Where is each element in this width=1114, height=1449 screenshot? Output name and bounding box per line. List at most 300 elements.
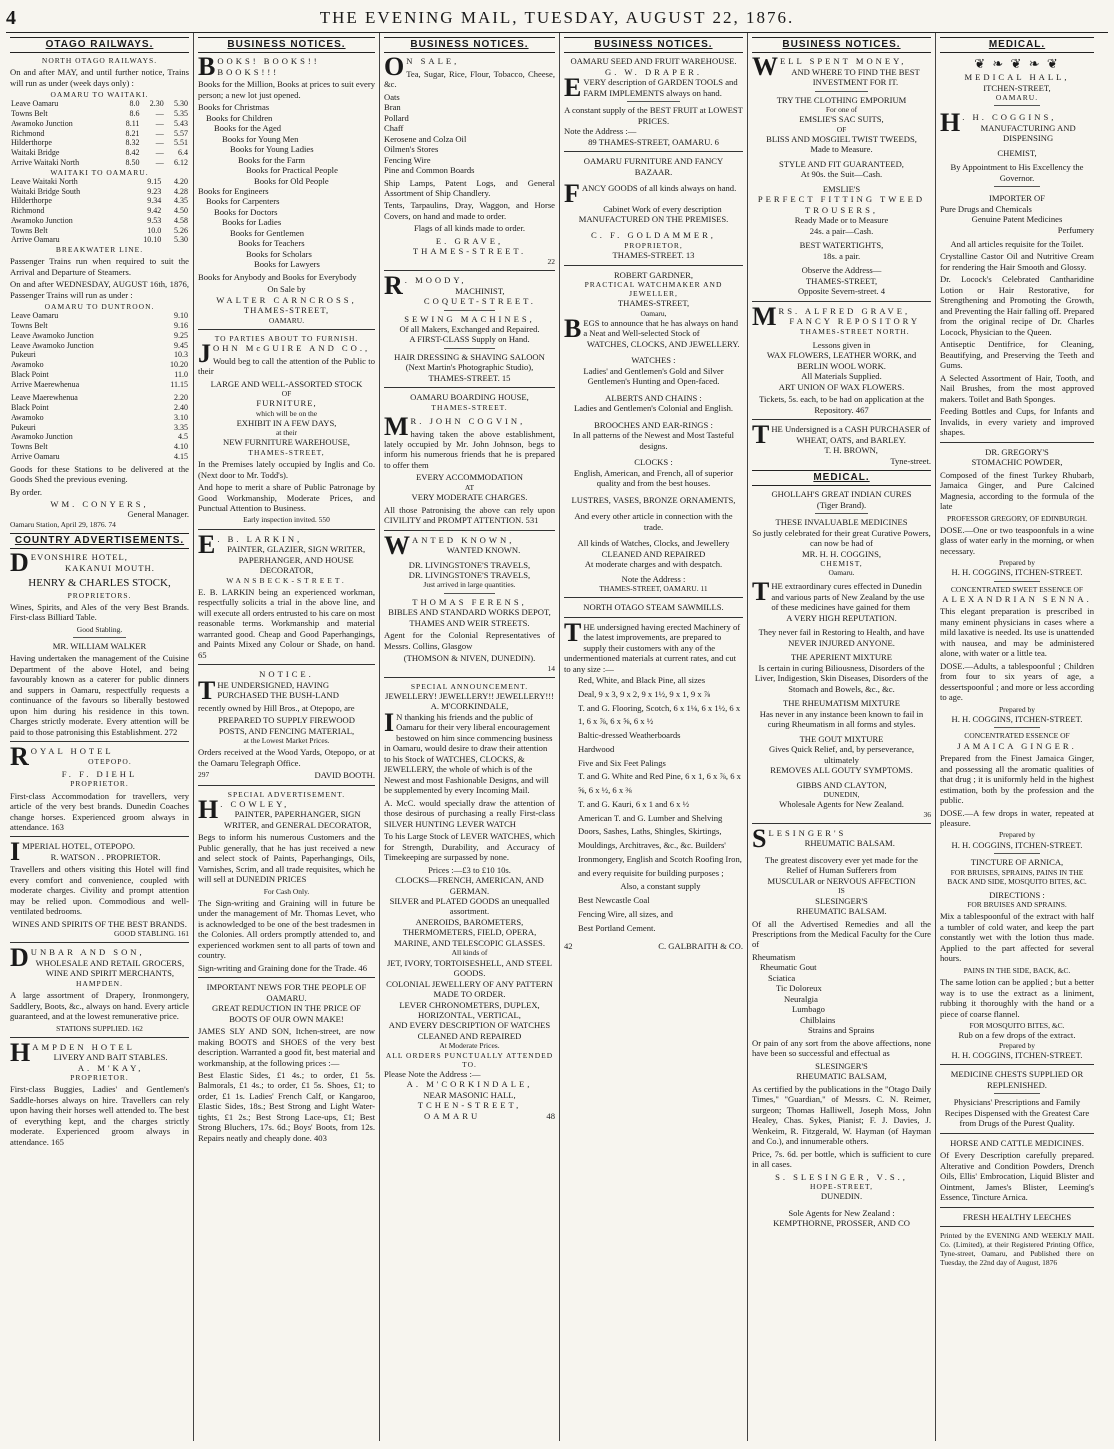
drop-cap: F	[564, 179, 580, 209]
text: AT	[464, 482, 475, 492]
timetable-cell: 4.35	[174, 196, 188, 206]
text: In all patterns of the Newest and Most Tasteful designs.	[572, 430, 735, 451]
text: HENRY & CHARLES STOCK,	[28, 577, 171, 590]
text: THOMAS FERENS,	[412, 596, 527, 607]
text: The greatest discovery ever yet made for the	[765, 854, 918, 865]
drop-cap: D	[10, 548, 29, 578]
text: Best Newcastle Coal	[578, 895, 650, 906]
list-item: Rheumatic Gout	[760, 962, 817, 973]
text: recently owned by Hill Bros., at Otepopo, are	[198, 702, 355, 713]
text: Also, a constant supply	[620, 881, 701, 892]
text: MACHINIST,	[455, 285, 505, 296]
text: Prepared by	[998, 704, 1036, 714]
text: THAMES-STREET NORTH.	[799, 326, 910, 336]
table-title: OAMARU TO WAITAKI.	[50, 90, 149, 100]
timetable-cell: 4.58	[174, 215, 188, 225]
text: PROPRIETORS.	[67, 590, 132, 600]
table-title: WAITAKI TO OAMARU.	[50, 167, 149, 177]
text: Oamaru.	[828, 568, 855, 578]
text: THE GOUT MIXTURE	[799, 733, 884, 744]
text: A. McC. would specially draw the attention of those desirous of purchasing a really First-class SILVER HUNTING LEVER WATCH	[384, 797, 555, 829]
text: Sole Agents for New Zealand :	[788, 1207, 895, 1218]
text: And all articles requisite for the Toilet.	[950, 239, 1084, 249]
timetable-cell: Arrive Oamaru	[11, 235, 60, 245]
drop-cap: T	[564, 617, 582, 647]
text: BAZAAR.	[634, 166, 673, 177]
text: WHEAT, OATS, and BARLEY.	[796, 434, 906, 445]
text: Goods for these Stations to be delivered at the Goods Shed the previous evening.	[10, 463, 189, 485]
drop-cap: T	[198, 675, 216, 705]
text: GHOLLAH'S GREAT INDIAN CURES	[771, 489, 912, 500]
text: MANUFACTURED ON THE PREMISES.	[578, 214, 729, 224]
text: C. F. GOLDAMMER,	[591, 230, 716, 241]
list-item: Books for Children	[206, 112, 273, 123]
timetable-row	[10, 158, 189, 168]
timetable-row	[10, 370, 189, 380]
text: Mix a tablespoonful of the extract with half a tumbler of cold water, and keep the part constantly wet with the lotion thus made. Applied to the part affected for several hours.	[940, 911, 1094, 964]
text: THAMES-STREET,	[248, 447, 325, 457]
text: Good Stabling.	[76, 624, 123, 634]
text: And hope to merit a share of Public Patronage by Good Workmanship, Moderate Prices, and Punctual Attention to Business.	[198, 482, 375, 513]
list-item: Strains and Sprains	[808, 1025, 875, 1036]
text: Rub on a few drops of the extract.	[958, 1030, 1076, 1041]
text: Flags of all kinds made to order.	[414, 223, 525, 234]
text: DAVID BOOTH.	[314, 770, 375, 781]
text: 24s. a pair—Cash.	[809, 225, 874, 236]
text: NORTH OTAGO STEAM SAWMILLS.	[583, 602, 724, 613]
text: Feeding Bottles and Cups, for Infants and Invalids, in every variety and improved shapes.	[940, 406, 1094, 438]
section-head: MEDICAL.	[752, 470, 931, 486]
text: Five and Six Feet Palings	[578, 757, 666, 768]
text: Orders received at the Wood Yards, Otepopo, or at the Oamaru Telegraph Office.	[198, 747, 375, 768]
text: NEVER INJURED ANYONE.	[788, 637, 895, 648]
text: (Tiger Brand).	[816, 499, 867, 510]
text: CLOCKS—FRENCH, AMERICAN, AND GERMAN.	[395, 875, 544, 896]
drop-cap: R	[10, 742, 29, 772]
text: PROPRIETOR.	[70, 1073, 129, 1083]
drop-cap: E	[198, 529, 216, 559]
list-item: Books for Teachers	[238, 238, 305, 249]
timetable-row	[10, 129, 189, 139]
subhead: NORTH OTAGO RAILWAYS.	[41, 56, 158, 66]
timetable-1	[10, 99, 189, 167]
text: RHEUMATIC BALSAM.	[796, 906, 887, 917]
text: PAINS IN THE SIDE, BACK, &C.	[963, 965, 1071, 975]
drop-cap: J	[198, 339, 211, 369]
text: at the Lowest Market Prices.	[243, 735, 330, 745]
timetable-cell: 11.0	[174, 369, 188, 379]
timetable-cell: Towns Belt	[11, 321, 48, 331]
text: The Sign-writing and Graining will in future be under the management of Mr. Thomas Levet, who is acknowledged to be one of the best tradesmen in the Colonies. All orders promptly attended to, and experienced workmen sent to all parts of town and country.	[198, 897, 375, 961]
text: FANCY REPOSITORY	[789, 316, 921, 327]
text: Baltic-dressed Weatherboards	[578, 730, 681, 741]
timetable-cell: Leave Awamoko Junction	[11, 330, 94, 340]
text: DOSE.—Adults, a tablespoonful ; Children from four to six years of age, a dessertspoonful ; and more or less according to age.	[940, 660, 1094, 703]
timetable-cell: 5.30	[174, 99, 188, 109]
text: All kinds of Watches, Clocks, and Jewellery CLEANED AND REPAIRED	[577, 538, 730, 559]
text: CONCENTRATED ESSENCE OF	[964, 731, 1070, 741]
timetable-cell: 4.5	[178, 432, 188, 442]
text: Made to Measure.	[810, 144, 873, 155]
text: WINES AND SPIRITS OF THE BEST BRANDS.	[12, 918, 187, 929]
drop-cap: R	[384, 271, 403, 301]
timetable-cell: 10.10	[143, 235, 162, 245]
text: At moderate charges and with despatch.	[584, 559, 723, 570]
text: Oamaru Station, April 29, 1876. 74	[10, 519, 116, 529]
text: MEDICAL HALL,	[964, 72, 1070, 83]
printer-imprint: Printed by the EVENING AND WEEKLY MAIL Co. (Limited), at their Registered Printing Office, Tyne-street, Oamaru, and Published there on Tuesday, the 22nd day of August, 1876	[940, 1231, 1094, 1268]
text: OAMARU	[424, 1110, 481, 1121]
text: DUNEDIN.	[820, 1191, 863, 1202]
text: 14	[547, 663, 555, 673]
timetable-cell: Richmond	[11, 206, 45, 216]
text: POSTS, AND FENCING MATERIAL,	[218, 725, 355, 736]
text: EMSLIE'S	[822, 183, 861, 194]
timetable-cell: 8.0	[129, 99, 140, 109]
text: Tickets, 5s. each, to be had on application at the Repository. 467	[759, 394, 924, 415]
text: Crystalline Castor Oil and Nutritive Cream for rendering the Hair Smooth and Glossy.	[940, 251, 1094, 272]
text: Prepared by	[998, 1040, 1036, 1050]
timetable-row	[10, 177, 189, 187]
text: For Cash Only.	[263, 886, 310, 896]
text: Books for Anybody and Books for Everybody	[198, 271, 357, 282]
text: THAMES AND WEIR STREETS.	[409, 617, 530, 628]
text: A VERY HIGH REPUTATION.	[786, 612, 897, 623]
timetable-row	[10, 148, 189, 158]
timetable-cell: 9.45	[174, 340, 188, 350]
timetable-row	[10, 331, 189, 341]
text: JAMES SLY AND SON, Itchen-street, are now making BOOTS and SHOES of the very best description. Warranted a good fit, best material and workmanship, at the following prices :—	[198, 1026, 375, 1068]
drop-cap: S	[752, 823, 767, 853]
text: On and after WEDNESDAY, AUGUST 16th, 1876, Passenger Trains will run as under :	[10, 279, 189, 300]
text: GOOD STABLING. 161	[113, 929, 189, 939]
drop-cap: D	[10, 943, 29, 973]
text: They never fail in Restoring to Health, and have	[758, 627, 925, 638]
text: JET, IVORY, TORTOISESHELL, AND STEEL GOODS.	[386, 957, 553, 979]
page-number: 4	[6, 6, 16, 29]
timetable-cell: Awamoko	[11, 360, 44, 370]
text: By Appointment to His Excellency the	[950, 162, 1084, 173]
timetable-cell: 6.12	[174, 157, 188, 167]
timetable-cell: 2.20	[174, 393, 188, 403]
timetable-cell: 4.20	[174, 176, 188, 186]
text: GREAT REDUCTION IN THE PRICE OF BOOTS OF OUR OWN MAKE!	[212, 1003, 361, 1024]
text: ART UNION OF WAX FLOWERS.	[778, 381, 905, 392]
timetable-row	[10, 442, 189, 452]
text: THAMES-STREET,	[617, 298, 690, 309]
text: TINCTURE OF ARNICA,	[970, 857, 1064, 868]
timetable-row	[10, 235, 189, 245]
section-head: BUSINESS NOTICES.	[564, 37, 743, 53]
text: STYLE AND FIT GUARANTEED,	[779, 158, 904, 169]
text: OF	[836, 124, 847, 134]
list-item: Oats	[384, 91, 400, 102]
text: Hardwood	[578, 743, 615, 754]
drop-cap: M	[384, 412, 409, 442]
text: ALBERTS AND CHAINS :	[605, 392, 702, 403]
list-item: Books for Christmas	[198, 102, 270, 113]
timetable-2	[10, 177, 189, 245]
timetable-row	[10, 99, 189, 109]
list-item: Books for Lawyers	[254, 259, 320, 270]
timetable-cell: 9.34	[147, 196, 162, 206]
timetable-row	[10, 403, 189, 413]
text: WANSBECK-STREET.	[226, 575, 347, 585]
list-item: Books for Young Ladies	[230, 144, 314, 155]
text: LIVERY AND BAIT STABLES.	[53, 1052, 168, 1063]
text: STATIONS SUPPLIED. 162	[56, 1023, 143, 1033]
text: PREPARED TO SUPPLY FIREWOOD	[218, 715, 355, 726]
text: OAMARU.	[995, 93, 1039, 103]
drop-cap: T	[752, 420, 770, 450]
timetable-row	[10, 226, 189, 236]
sale-items	[384, 92, 555, 176]
text: By order.	[10, 486, 42, 497]
timetable-cell: Awamoko Junction	[11, 118, 73, 128]
text: PROPRIETOR.	[70, 779, 129, 789]
text: REMOVES ALL GOUTY SYMPTOMS.	[770, 765, 913, 776]
drop-cap: I	[10, 837, 21, 867]
timetable-row	[10, 380, 189, 390]
text: Note the Address :—	[564, 126, 637, 137]
text: MUSCULAR or NERVOUS AFFECTION	[767, 875, 916, 886]
text: Governor.	[999, 172, 1035, 183]
text: Wholesale Agents for New Zealand.	[779, 799, 904, 810]
text: Prepared by	[998, 830, 1036, 840]
timetable-cell: Towns Belt	[11, 442, 48, 452]
drop-cap: T	[752, 577, 770, 607]
list-item: Books for Doctors	[214, 206, 278, 217]
text: H. H. COGGINS, ITCHEN-STREET.	[951, 567, 1083, 578]
text: Wines, Spirits, and Ales of the very Best Brands. First-class Billiard Table.	[10, 601, 189, 623]
list-item: Pollard	[384, 112, 409, 123]
timetable-row	[10, 196, 189, 206]
text: MANUFACTURING AND DISPENSING	[980, 122, 1076, 144]
columns	[6, 33, 1108, 1441]
timetable-cell: 9.15	[147, 176, 162, 186]
table-title: OAMARU TO DUNTROON.	[44, 302, 155, 312]
timetable-cell: Pukeuri	[11, 350, 36, 360]
timetable-cell: 4.15	[174, 451, 188, 461]
text: FOR BRUISES AND SPRAINS.	[967, 900, 1067, 910]
text: DIRECTIONS :	[989, 889, 1045, 900]
timetable-cell: Richmond	[11, 128, 45, 138]
timetable-cell: 6.4	[178, 148, 188, 158]
list-item: Oilmen's Stores	[384, 144, 439, 155]
text: Opposite Severn-street. 4	[797, 286, 886, 297]
timetable-cell: 8.32	[125, 138, 140, 148]
decorative-ornament: ❦ ❧ ❦ ❧ ❦	[974, 56, 1060, 72]
timetable-row	[10, 350, 189, 360]
list-item: Books for Carpenters	[206, 196, 280, 207]
text: which will be on the	[255, 408, 318, 418]
text: PAINTER, PAPERHANGER, SIGN WRITER, and GENERAL DECORATOR,	[223, 809, 372, 830]
text: At Moderate Prices.	[439, 1041, 500, 1051]
text: PAINTER, GLAZIER, SIGN WRITER, PAPERHANGER, AND HOUSE DECORATOR,	[227, 544, 366, 576]
column-business-2: BUSINESS NOTICES. O N SALE, Tea, Sugar, Rice, Flour, Tobacco, Cheese, &c. Oats Bran Pollard Chaff Kerosene and Colza Oil Oilmen's Stores Fencing Wire Pine and Common Boards Ship Lamps, Patent Logs, and General Assortment of Ship Chandlery. Tents, Tarpaulins, Dray, Waggon, and Horse Covers, on hand and made to order. Flags of all kinds made to order. E. GRAVE, THAMES-STREET. 22 R . MOODY, MACHINIST, COQUET-STREET. SEWING MACHINES, Of all Makers, Exchanged and Repaired. A FIRST-CLASS Supply on Hand. HAIR DRESSING & SHAVING SALOON (Next Martin's Photographic Studio), THAMES-STREET. 15 OAMARU BOARDING HOUSE, THAMES-STREET. M R. JOHN COGVIN, having taken the above establishment, lately occupied by Mr. John Johnson, begs to inform his numerous friends that he is prepared to offer them EVERY ACCOMMODATION AT VERY MODERATE CHARGES. All those Patronising the above can rely upon CIVILITY and PROMPT ATTENTION. 531 WANTED KNOWN, WANTED KNOWN. DR. LIVINGSTONE'S TRAVELS, DR. LIVINGSTONE'S TRAVELS, Just arrived in large quantities. THOMAS FERENS, BIBLES AND STANDARD WORKS DEPOT, THAMES AND WEIR STREETS. Agent for the Colonial Representatives of Messrs. Collins, Glasgow (THOMSON & NIVEN, DUNEDIN). 14 SPECIAL ANNOUNCEMENT. JEWELLERY! JEWELLERY!! JEWELLERY!!! A. M'CORKINDALE, I N thanking his friends and the public of Oamaru for their very liberal encouragement bestowed on him since commencing business in Oamaru, would desire to draw their attention to his Stock of WATCHES, CLOCKS, & JEWELLERY, the whole of which is of the Newest and most Fashionable Designs, and will be supplemented by every Incoming Mail. A. McC. would specially draw the attention of those desirous of purchasing a really First-class SILVER HUNTING LEVER WATCH To his Large Stock of LEVER WATCHES, which for Strength, Durability, and Accuracy of Timekeeping are surpassed by none. Prices :—£3 to £10 10s. CLOCKS—FRENCH, AMERICAN, AND GERMAN. SILVER and PLATED GOODS an unequalled assortment. ANEROIDS, BAROMETERS, THERMOMETERS, FIELD, OPERA, MARINE, AND TELESCOPIC GLASSES. All kinds of JET, IVORY, TORTOISESHELL, AND STEEL GOODS. COLONIAL JEWELLERY OF ANY PATTERN MADE TO ORDER. LEVER CHRONOMETERS, DUPLEX, HORIZONTAL, VERTICAL, AND EVERY DESCRIPTION OF WATCHES CLEANED AND REPAIRED At Moderate Prices. ALL ORDERS PUNCTUALLY ATTENDED TO. Please Note the Address :— A. M'CORKINDALE, NEAR MASONIC HALL, TCHEN-STREET, OAMARU 48	[380, 33, 560, 1441]
text: First-class Buggies, Ladies' and Gentlemen's Saddle-horses always on hire. Travellers can rely upon having their horses well attended to. The best of everything kept, and the charges strictly moderate. Experienced groom always in attendance. 165	[10, 1084, 189, 1147]
text: Observe the Address—	[801, 265, 882, 276]
list-item: Chilblains	[800, 1014, 836, 1025]
text: at their	[275, 428, 298, 438]
text: Physicians' Prescriptions and Family Recipes Dispensed with the Greatest Care from Drugs of the Purest Quality.	[944, 1097, 1090, 1129]
text: All kinds of	[451, 948, 488, 958]
text: NOTICE.	[259, 669, 314, 680]
list-item: Tic Doloreux	[776, 983, 822, 994]
timetable-cell: Awamoko Junction	[11, 432, 73, 442]
drop-cap: W	[752, 52, 778, 82]
text: Price, 7s. 6d. per bottle, which is sufficient to cure in all cases.	[752, 1148, 931, 1170]
text: COQUET-STREET.	[423, 296, 536, 307]
text: E. GRAVE,	[435, 235, 504, 246]
timetable-cell: —	[155, 148, 164, 158]
text: BEST WATERTIGHTS,	[799, 240, 884, 251]
text: Is certain in curing Biliousness, Disorders of the Liver, Indigestion, Skin Diseases, Disorders of the Stomach and Bowels, &c., &c.	[754, 662, 929, 694]
timetable-cell: Towns Belt	[11, 225, 48, 235]
timetable-cell: 5.57	[174, 128, 188, 138]
text: T. and G. Flooring, Scotch, 6 x 1⅛, 6 x 1½, 6 x 1, 6 x ⅞, 6 x ⅝, 6 x ½	[578, 702, 741, 727]
timetable-cell: 4.28	[174, 186, 188, 196]
drop-cap: E	[564, 73, 582, 103]
text: NEAR MASONIC HALL,	[423, 1089, 516, 1100]
text: ITCHEN-STREET,	[983, 82, 1051, 93]
text: JAMAICA GINGER.	[957, 740, 1077, 751]
list-item: Books for Ladies	[222, 217, 282, 228]
text: THAMES-STREET,	[805, 275, 878, 286]
drop-cap: M	[752, 301, 777, 331]
text: At 90s. the Suit—Cash.	[800, 169, 883, 180]
timetable-row	[10, 423, 189, 433]
timetable-row	[10, 109, 189, 119]
list-item: Books for Scholars	[246, 248, 312, 259]
text: WAX FLOWERS, LEATHER WORK, and BERLIN WOOL WORK.	[766, 350, 917, 371]
text: 22	[547, 256, 555, 266]
list-item: Bran	[384, 102, 401, 113]
text: DR. GREGORY'S	[985, 446, 1049, 457]
text: GIBBS AND CLAYTON,	[796, 779, 887, 790]
text: MEDICINE CHESTS SUPPLIED OR REPLENISHED.	[950, 1069, 1084, 1090]
text: FURNITURE,	[256, 398, 317, 409]
text: T. and G. White and Red Pine, 6 x 1, 6 x ⅞, 6 x ⅝, 6 x ½, 6 x ⅜	[578, 771, 741, 796]
drop-cap: H	[940, 108, 961, 138]
timetable-cell: 2.40	[174, 403, 188, 413]
drop-cap: H	[10, 1037, 31, 1067]
text: All those Patronising the above can rely upon CIVILITY and PROMPT ATTENTION. 531	[384, 504, 555, 526]
list-item: Chaff	[384, 123, 404, 134]
text: American T. and G. Lumber and Shelving	[578, 812, 723, 823]
text: Ladies' and Gentlemen's Gold and Silver Gentlemen's Hunting and Open-faced.	[583, 365, 724, 387]
timetable-cell: 8.21	[125, 128, 140, 138]
text: C. GALBRAITH & CO.	[658, 941, 743, 952]
section-head: BUSINESS NOTICES.	[384, 37, 555, 53]
text: DR. LIVINGSTONE'S TRAVELS,	[408, 559, 531, 570]
text: Sign-writing and Graining done for the Trade. 46	[198, 962, 367, 973]
list-item: Pine and Common Boards	[384, 165, 475, 176]
timetable-cell: 5.26	[174, 225, 188, 235]
text: Or pain of any sort from the above affections, none have been so successful and effectual as	[752, 1037, 931, 1059]
text: HORSE AND CATTLE MEDICINES.	[950, 1137, 1084, 1148]
text: For one of	[825, 105, 858, 115]
text: LARGE AND WELL-ASSORTED STOCK	[210, 378, 363, 389]
timetable-cell: Pukeuri	[11, 422, 36, 432]
timetable-cell: 9.53	[147, 215, 162, 225]
text: DUNEDIN,	[823, 790, 860, 800]
timetable-4	[10, 393, 189, 461]
text: BROOCHES AND EAR-RINGS :	[594, 419, 713, 430]
text: A large assortment of Drapery, Ironmongery, Saddlery, Boots, &c., always on hand. Every article guaranteed, and at the lowest remunerative price.	[10, 990, 189, 1022]
timetable-cell: Arrive Waitaki North	[11, 157, 80, 167]
timetable-cell: —	[155, 128, 164, 138]
text: Ladies and Gentlemen's Colonial and English.	[573, 403, 734, 414]
list-item: Books for Engineers	[198, 186, 269, 196]
timetable-cell: Awamoko	[11, 412, 44, 422]
text: (Next Martin's Photographic Studio),	[405, 362, 534, 373]
timetable-cell: Leave Oamaru	[11, 311, 59, 321]
timetable-cell: Leave Oamaru	[11, 99, 59, 109]
text: WATCHES, CLOCKS, AND JEWELLERY.	[586, 338, 740, 349]
masthead	[6, 4, 1108, 33]
text: This elegant preparation is prescribed in many eminent physicians in cases where a mild laxative is needed. Its use is unattended with nausea, and may be administered alone, with water or a little tea.	[940, 606, 1094, 659]
text: ANEROIDS, BAROMETERS, THERMOMETERS, FIELD, OPERA, MARINE, AND TELESCOPIC GLASSES.	[394, 916, 545, 948]
text: Agent for the Colonial Representatives of Messrs. Collins, Glasgow	[384, 630, 555, 651]
text: PRACTICAL WATCHMAKER AND JEWELLER,	[584, 280, 723, 299]
text: Composed of the finest Turkey Rhubarb, Jamaica Ginger, and Pure Calcined Magnesia, according to the formula of the late	[940, 469, 1094, 512]
text: Of all the Advertised Remedies and all the Prescriptions from the Medical Faculty for the Cure of	[752, 918, 931, 950]
column-medical: MEDICAL. ❦ ❧ ❦ ❧ ❦ MEDICAL HALL, ITCHEN-STREET, OAMARU. H . H. COGGINS, MANUFACTURING AND DISPENSING CHEMIST, By Appointment to His Excellency the Governor. IMPORTER OF Pure Drugs and Chemicals Genuine Patent Medicines Perfumery And all articles requisite for the Toilet. Crystalline Castor Oil and Nutritive Cream for rendering the Hair Smooth and Glossy. Dr. Locock's Celebrated Cantharidine Lotion or Hair Restorative, for Strengthening and Promoting the Growth, and Preventing the Hair falling off. Prepared from the original recipe of Dr. Charles Locock, Physician to the Queen. Antiseptic Dentifrice, for Cleaning, Beautifying, and Preserving the Teeth and Gums. A Selected Assortment of Hair, Tooth, and Nail Brushes, from the most approved makers. Toilet and Bath Sponges. Feeding Bottles and Cups, for Infants and Invalids, in every variety and improved shapes. DR. GREGORY'S STOMACHIC POWDER, Composed of the finest Turkey Rhubarb, Jamaica Ginger, and Pure Calcined Magnesia, according to the formula of the late PROFESSOR GREGORY, OF EDINBURGH. DOSE.—One or two teaspoonfuls in a wine glass of water early in the morning, or when necessary. Prepared by H. H. COGGINS, ITCHEN-STREET. CONCENTRATED SWEET ESSENCE OF ALEXANDRIAN SENNA. This elegant preparation is prescribed in many eminent physicians in cases where a mild laxative is needed. Its use is unattended with nausea, and may be administered alone, with water or a little tea. DOSE.—Adults, a tablespoonful ; Children from four to six years of age, a dessertspoonful ; and more or less according to age. Prepared by H. H. COGGINS, ITCHEN-STREET. CONCENTRATED ESSENCE OF JAMAICA GINGER. Prepared from the Finest Jamaica Ginger, and possessing all the aromatic qualities of that drug ; it is uniformly held in the highest estimation, both by the profession and the public. DOSE.—A few drops in water, repeated at pleasure. Prepared by H. H. COGGINS, ITCHEN-STREET. TINCTURE OF ARNICA, FOR BRUISES, SPRAINS, PAINS IN THE BACK AND SIDE, MOSQUITO BITES, &C. DIRECTIONS : FOR BRUISES AND SPRAINS. Mix a tablespoonful of the extract with half a tumbler of cold water, and keep the part constantly wet with the lotion thus made. Applied to the part affected for several hours. PAINS IN THE SIDE, BACK, &C. The same lotion can be applied ; but a better way is to use the extract as a liniment, rubbing it thoroughly with the hand or a piece of coarse flannel. FOR MOSQUITO BITES, &C. Rub on a few drops of the extract. Prepared by H. H. COGGINS, ITCHEN-STREET. MEDICINE CHESTS SUPPLIED OR REPLENISHED. Physicians' Prescriptions and Family Recipes Dispensed with the Greatest Care from Drugs of the Purest Quality. HORSE AND CATTLE MEDICINES. Of Every Description carefully prepared. Alterative and Condition Powders, Drench Oils, Ellis' Embrocation, Liquid Blister and Ointment, James's Blister, Leeming's Essence, Tincture Arnica. FRESH HEALTHY LEECHES Printed by the EVENING AND WEEKLY MAIL Co. (Limited), at their Registered Printing Office, Tyne-street, Oamaru, and Published there on Tuesday, the 22nd day of August, 1876	[940, 39, 1094, 1268]
text: Has never in any instance been known to fail in curing Rheumatism in all forms and styles.	[759, 708, 924, 730]
text: MR. WILLIAM WALKER	[52, 640, 147, 651]
list-item: Books for Old People	[254, 175, 329, 186]
text: Gives Quick Relief, and, by perseverance, ultimately	[768, 744, 915, 765]
timetable-row	[10, 187, 189, 197]
list-item: Books for Gentlemen	[230, 227, 304, 238]
text: H. H. COGGINS, ITCHEN-STREET.	[951, 1049, 1083, 1060]
text: (THOMSON & NIVEN, DUNEDIN).	[403, 653, 536, 664]
text: THAMES-STREET. 15	[428, 372, 511, 383]
text: On Sale by	[267, 284, 306, 295]
text: R. WATSON . . PROPRIETOR.	[50, 851, 161, 862]
text: DOSE.—A few drops in water, repeated at pleasure.	[940, 807, 1094, 828]
text: Travellers and others visiting this Hotel will find every comfort and convenience, coupled with moderate charges. Civility and prompt attention may be relied upon. Commodious and well-ventilated bedrooms.	[10, 864, 189, 917]
timetable-cell: 9.23	[147, 186, 162, 196]
timetable-cell: Leave Maerewhenua	[11, 393, 78, 403]
timetable-cell: Waitaki Bridge South	[11, 186, 81, 196]
list-item: Neuralgia	[784, 993, 818, 1004]
text: KAKANUI MOUTH.	[64, 562, 155, 573]
timetable-cell: 10.3	[174, 350, 188, 360]
timetable-cell: —	[155, 138, 164, 148]
text: A Selected Assortment of Hair, Tooth, and Nail Brushes, from the most approved makers. Toilet and Bath Sponges.	[940, 372, 1094, 404]
timetable-row	[10, 119, 189, 129]
timetable-row	[10, 393, 189, 403]
list-item: Fencing Wire	[384, 154, 431, 165]
timetable-cell: 2.30	[149, 99, 164, 109]
timetable-cell: Leave Waitaki North	[11, 176, 78, 186]
text: PROPRIETOR,	[624, 240, 683, 250]
timetable-cell: 10.20	[170, 360, 188, 370]
timetable-cell: Hilderthorpe	[11, 196, 52, 206]
text: WHOLESALE AND RETAIL GROCERS, WINE AND SPIRIT MERCHANTS,	[35, 957, 185, 979]
text: Tents, Tarpaulins, Dray, Waggon, and Horse Covers, on hand and made to order.	[384, 200, 555, 221]
text: PERFECT FITTING TWEED TROUSERS,	[757, 194, 926, 215]
text: G. W. DRAPER.	[604, 66, 703, 77]
timetable-cell: —	[155, 118, 164, 128]
text: Antiseptic Dentifrice, for Cleaning, Beautifying, and Preserving the Teeth and Gums.	[940, 339, 1094, 371]
text: Books for the Million, Books at prices to suit every person; a new lot just opened.	[198, 79, 375, 100]
drop-cap: B	[198, 52, 216, 82]
text: FOR BRUISES, SPRAINS, PAINS IN THE BACK AND SIDE, MOSQUITO BITES, &C.	[947, 867, 1087, 886]
timetable-cell: 8.42	[125, 148, 140, 158]
